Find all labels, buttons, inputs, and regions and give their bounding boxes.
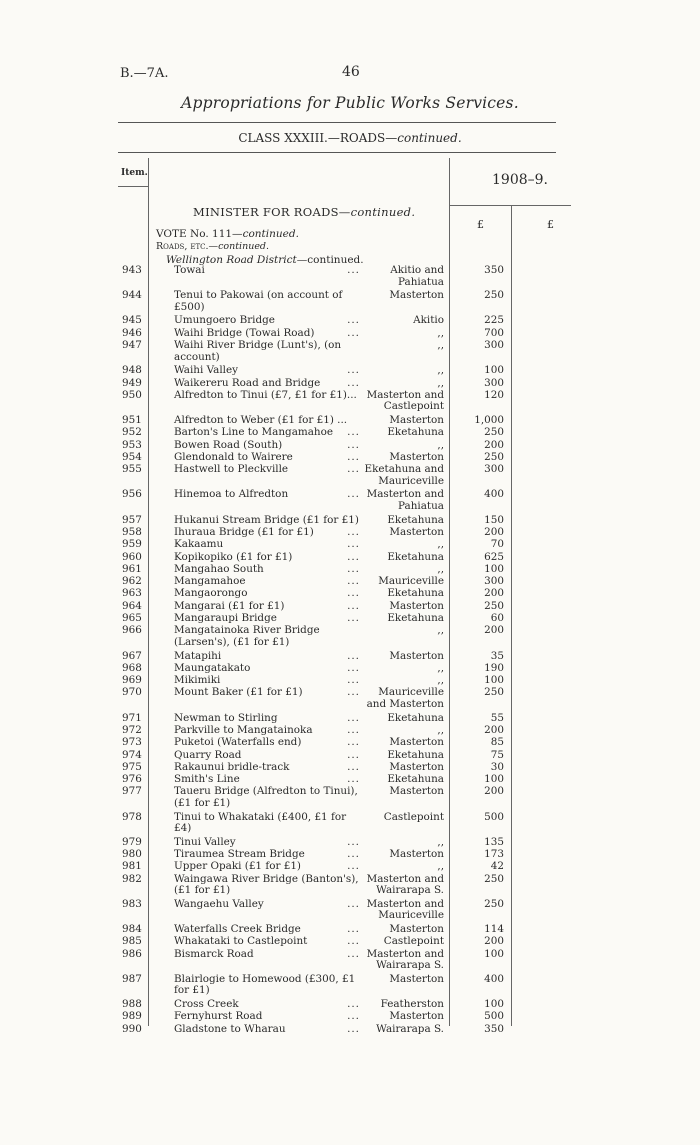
- item-number: 955: [122, 463, 142, 476]
- item-description: Waingawa River Bridge (Banton's), (£1 for £1): [174, 872, 359, 897]
- leader-dots: ...: [347, 438, 360, 451]
- amount: 250: [484, 897, 504, 910]
- electoral-district: Eketahuna: [387, 513, 444, 526]
- vote-heading-continued: continued.: [242, 228, 299, 240]
- page-title: Appropriations for Public Works Services.: [181, 94, 519, 112]
- leader-dots: ...: [347, 723, 360, 736]
- amount: 625: [484, 550, 504, 563]
- item-number: 943: [122, 264, 142, 276]
- item-description: Alfredton to Tinui (£7, £1 for £1)...: [174, 388, 357, 401]
- item-description: Mangamahoe: [174, 576, 246, 588]
- item-description: Hastwell to Pleckville: [174, 464, 289, 476]
- amount: 100: [484, 773, 504, 786]
- electoral-district: Eketahuna: [387, 748, 444, 761]
- item-number: 960: [122, 550, 142, 563]
- leader-dots: ...: [347, 998, 360, 1011]
- item-number: 977: [122, 785, 142, 798]
- electoral-district: Masterton: [389, 414, 444, 426]
- item-description: Waihi Bridge (Towai Road): [174, 327, 315, 339]
- amount: 250: [484, 686, 504, 699]
- item-description: Mount Baker (£1 for £1): [174, 687, 303, 699]
- amount: 200: [484, 723, 504, 736]
- amount: 500: [484, 1010, 504, 1023]
- item-description: Mangatainoka River Bridge (Larsen's), (£1 for £1): [174, 624, 320, 648]
- electoral-district: Mauriceville: [378, 575, 444, 588]
- electoral-district: Wairarapa S.: [376, 1022, 444, 1035]
- item-number: 958: [122, 525, 142, 538]
- item-number: 968: [122, 661, 142, 674]
- item-number: 961: [122, 562, 142, 575]
- electoral-district: Masterton: [389, 972, 444, 985]
- electoral-district: Masterton: [389, 289, 444, 302]
- item-number: 980: [122, 848, 142, 861]
- electoral-district: Eketahuna: [387, 550, 444, 563]
- minister-heading: [193, 205, 415, 219]
- amount: 350: [484, 264, 504, 276]
- amount: 300: [484, 339, 504, 351]
- item-description: Ihuraua Bridge (£1 for £1): [174, 526, 314, 538]
- amount: 200: [484, 624, 504, 637]
- item-description: Alfredton to Weber (£1 for £1) ...: [174, 414, 348, 426]
- electoral-district: Masterton: [389, 525, 444, 538]
- item-description: Tiraumea Stream Bridge: [174, 849, 305, 861]
- amount: 225: [484, 314, 504, 327]
- leader-dots: ...: [347, 736, 360, 749]
- item-number: 957: [122, 513, 142, 526]
- amount: 75: [490, 748, 504, 761]
- leader-dots: ...: [347, 525, 360, 538]
- electoral-district: Masterton: [389, 649, 444, 662]
- leader-dots: ...: [347, 773, 360, 786]
- item-description: Waihi River Bridge (Lunt's), (on account): [174, 339, 342, 363]
- item-description: Blairlogie to Homewood (£300, £1 for £1): [174, 972, 356, 997]
- item-description: Quarry Road: [174, 749, 242, 761]
- title-rule: [118, 122, 556, 123]
- leader-dots: ...: [347, 947, 360, 960]
- electoral-district: Masterton: [389, 736, 444, 749]
- item-description: Maungatakato: [174, 662, 251, 674]
- amount: 200: [484, 935, 504, 948]
- amount: 200: [484, 587, 504, 600]
- item-description: Tinui to Whakataki (£400, £1 for £4): [174, 810, 347, 835]
- item-number: 954: [122, 450, 142, 463]
- electoral-district: ,,: [437, 624, 444, 637]
- item-number: 946: [122, 326, 142, 339]
- electoral-district: Masterton and Wairarapa S.: [366, 872, 444, 897]
- leader-dots: ...: [347, 1022, 360, 1035]
- leader-dots: ...: [347, 426, 360, 439]
- electoral-district: ,,: [437, 339, 444, 351]
- vote-heading: [156, 228, 299, 240]
- leader-dots: ...: [347, 562, 360, 575]
- item-number: 969: [122, 674, 142, 687]
- amount: 70: [490, 538, 504, 551]
- amount: 42: [490, 860, 504, 873]
- electoral-district: Akitio and Pahiatua: [390, 264, 444, 288]
- leader-dots: ...: [347, 748, 360, 761]
- amount: 200: [484, 438, 504, 451]
- item-description: Mangarai (£1 for £1): [174, 600, 285, 612]
- amount: 1,000: [474, 414, 504, 426]
- item-description: Whakataki to Castlepoint: [174, 936, 308, 948]
- amount: 200: [484, 785, 504, 798]
- item-number: 951: [122, 414, 142, 426]
- leader-dots: ...: [347, 326, 360, 339]
- electoral-district: Eketahuna: [387, 773, 444, 786]
- leader-dots: ...: [347, 264, 360, 276]
- electoral-district: ,,: [437, 438, 444, 451]
- item-number: 952: [122, 426, 142, 439]
- leader-dots: ...: [347, 835, 360, 848]
- item-number: 947: [122, 339, 142, 351]
- item-number: 982: [122, 872, 142, 885]
- item-number: 987: [122, 972, 142, 985]
- amount: 60: [490, 612, 504, 624]
- amount: 100: [484, 998, 504, 1011]
- item-description: Towai: [174, 265, 205, 276]
- item-number: 973: [122, 736, 142, 749]
- item-number: 970: [122, 686, 142, 699]
- electoral-district: Eketahuna: [387, 587, 444, 600]
- leader-dots: ...: [347, 661, 360, 674]
- item-description: Mangahao South: [174, 563, 264, 575]
- class-heading-main: CLASS XXXIII.—ROADS—: [238, 131, 398, 145]
- year-header-rule: [449, 205, 571, 206]
- leader-dots: ...: [347, 711, 360, 724]
- item-number: 967: [122, 649, 142, 662]
- amount-column-divider: [511, 205, 512, 1026]
- electoral-district: Eketahuna and Mauriceville: [364, 463, 444, 487]
- item-description: Taueru Bridge (Alfredton to Tinui), (£1 for £1): [174, 785, 358, 809]
- item-description: Bowen Road (South): [174, 439, 283, 451]
- electoral-district: ,,: [437, 723, 444, 736]
- item-number: 950: [122, 388, 142, 401]
- leader-dots: ...: [347, 376, 360, 389]
- amount: 35: [490, 649, 504, 662]
- electoral-district: ,,: [437, 674, 444, 687]
- item-number: 948: [122, 364, 142, 377]
- amount: 114: [484, 923, 504, 936]
- item-number: 990: [122, 1022, 142, 1035]
- amount: 300: [484, 575, 504, 588]
- electoral-district: ,,: [437, 538, 444, 551]
- class-heading-continued: continued.: [397, 131, 462, 145]
- item-description: Matapihi: [174, 650, 222, 662]
- electoral-district: Masterton: [389, 848, 444, 861]
- amount: 350: [484, 1022, 504, 1035]
- item-description: Wangaehu Valley: [174, 898, 264, 910]
- item-description: Hukanui Stream Bridge (£1 for £1): [174, 513, 359, 526]
- pound-sign-left: £: [477, 218, 484, 231]
- amount: 55: [490, 711, 504, 724]
- amount: 250: [484, 426, 504, 439]
- leader-dots: ...: [347, 686, 360, 699]
- leader-dots: ...: [347, 450, 360, 463]
- item-description: Kopikopiko (£1 for £1): [174, 551, 293, 563]
- amount: 173: [484, 848, 504, 861]
- amount: 250: [484, 289, 504, 302]
- electoral-district: ,,: [437, 326, 444, 339]
- electoral-district: Masterton: [389, 1010, 444, 1023]
- electoral-district: ,,: [437, 835, 444, 848]
- electoral-district: Masterton: [389, 450, 444, 463]
- amount: 250: [484, 450, 504, 463]
- item-description: Bismarck Road: [174, 948, 254, 960]
- item-number: 945: [122, 314, 142, 327]
- amount: 150: [484, 513, 504, 526]
- minister-heading-main: MINISTER FOR ROADS—: [193, 205, 351, 219]
- class-heading: [0, 131, 700, 145]
- leader-dots: ...: [347, 488, 360, 501]
- item-number: 971: [122, 711, 142, 724]
- amount: 300: [484, 376, 504, 389]
- leader-dots: ...: [347, 848, 360, 861]
- leader-dots: ...: [347, 612, 360, 624]
- leader-dots: ...: [347, 649, 360, 662]
- item-column-header: Item.: [121, 168, 148, 178]
- leader-dots: ...: [347, 314, 360, 327]
- amount: 100: [484, 947, 504, 960]
- item-header-rule: [118, 186, 148, 187]
- item-description: Barton's Line to Mangamahoe: [174, 427, 334, 439]
- page-number: 46: [342, 64, 360, 80]
- item-description: Waikereru Road and Bridge: [174, 377, 321, 389]
- item-number: 953: [122, 438, 142, 451]
- item-number: 949: [122, 376, 142, 389]
- electoral-district: ,,: [437, 376, 444, 389]
- leader-dots: ...: [347, 935, 360, 948]
- amount: 85: [490, 736, 504, 749]
- item-description: Upper Opaki (£1 for £1): [174, 861, 301, 873]
- item-description: Waihi Valley: [174, 365, 239, 377]
- leader-dots: ...: [347, 897, 360, 910]
- electoral-district: ,,: [437, 364, 444, 377]
- item-description: Tenui to Pakowai (on account of £500): [174, 289, 343, 313]
- leader-dots: ...: [347, 575, 360, 588]
- leader-dots: ...: [347, 599, 360, 612]
- document-code: B.—7A.: [120, 66, 169, 81]
- leader-dots: ...: [347, 587, 360, 600]
- item-number: 966: [122, 624, 142, 637]
- leader-dots: ...: [347, 463, 360, 476]
- class-rule: [118, 152, 556, 153]
- electoral-district: ,,: [437, 562, 444, 575]
- district-heading-main: Wellington Road District—: [166, 254, 308, 266]
- leader-dots: ...: [347, 1010, 360, 1023]
- amount: 30: [490, 760, 504, 773]
- item-number: 979: [122, 835, 142, 848]
- amount: 100: [484, 364, 504, 377]
- electoral-district: Mauriceville and Masterton: [366, 686, 444, 710]
- item-description: Mikimiki: [174, 675, 221, 687]
- item-number: 978: [122, 810, 142, 823]
- leader-dots: ...: [347, 364, 360, 377]
- electoral-district: Castlepoint: [383, 810, 444, 823]
- leader-dots: ...: [347, 760, 360, 773]
- item-description: Waterfalls Creek Bridge: [174, 924, 301, 936]
- item-number: 972: [122, 723, 142, 736]
- minister-heading-continued: continued.: [350, 205, 416, 219]
- item-number: 981: [122, 860, 142, 873]
- electoral-district: Eketahuna: [387, 426, 444, 439]
- item-description: Umungoero Bridge: [174, 315, 275, 327]
- amount: 300: [484, 463, 504, 476]
- item-number: 986: [122, 947, 142, 960]
- electoral-district: ,,: [437, 860, 444, 873]
- item-number: 985: [122, 935, 142, 948]
- roads-heading: [156, 241, 269, 252]
- item-description: Mangaraupi Bridge: [174, 613, 277, 624]
- leader-dots: ...: [347, 550, 360, 563]
- item-description: Fernyhurst Road: [174, 1011, 263, 1023]
- item-description: Glendonald to Wairere: [174, 451, 293, 463]
- leader-dots: ...: [347, 674, 360, 687]
- item-number: 965: [122, 612, 142, 624]
- electoral-district: Masterton and Castlepoint: [366, 388, 444, 413]
- electoral-district: Eketahuna: [387, 711, 444, 724]
- amount: 200: [484, 525, 504, 538]
- item-number: 964: [122, 599, 142, 612]
- vote-heading-main: VOTE No. 111—: [156, 228, 243, 240]
- pound-sign-right: £: [547, 218, 554, 231]
- item-number: 984: [122, 923, 142, 936]
- leader-dots: ...: [347, 538, 360, 551]
- electoral-district: Featherston: [380, 998, 444, 1011]
- roads-heading-continued: continued.: [218, 241, 270, 252]
- item-description: Rakaunui bridle-track: [174, 761, 290, 773]
- item-number: 944: [122, 289, 142, 302]
- year-column-header: 1908–9.: [492, 172, 548, 188]
- item-number: 974: [122, 748, 142, 761]
- electoral-district: Masterton: [389, 785, 444, 798]
- item-description: Tinui Valley: [174, 836, 236, 848]
- item-description: Cross Creek: [174, 999, 239, 1011]
- item-number: 975: [122, 760, 142, 773]
- district-column-divider: [449, 158, 450, 1026]
- roads-heading-main: Roads, etc.—: [156, 241, 219, 252]
- amount: 700: [484, 326, 504, 339]
- amount: 120: [484, 388, 504, 401]
- amount: 100: [484, 562, 504, 575]
- amount: 400: [484, 972, 504, 985]
- item-description: Gladstone to Wharau: [174, 1023, 286, 1035]
- amount: 500: [484, 810, 504, 823]
- amount: 250: [484, 599, 504, 612]
- leader-dots: ...: [347, 923, 360, 936]
- item-description: Parkville to Mangatainoka: [174, 724, 313, 736]
- item-number: 976: [122, 773, 142, 786]
- electoral-district: Masterton and Mauriceville: [366, 897, 444, 922]
- item-description: Puketoi (Waterfalls end): [174, 737, 302, 749]
- item-description: Newman to Stirling: [174, 712, 278, 724]
- electoral-district: Akitio: [413, 314, 444, 327]
- item-number: 963: [122, 587, 142, 600]
- item-description: Kakaamu: [174, 539, 224, 551]
- electoral-district: Masterton: [389, 599, 444, 612]
- item-number: 988: [122, 998, 142, 1011]
- amount: 100: [484, 674, 504, 687]
- electoral-district: Masterton: [389, 760, 444, 773]
- item-number: 962: [122, 575, 142, 588]
- electoral-district: Masterton and Pahiatua: [366, 488, 444, 512]
- item-number: 989: [122, 1010, 142, 1023]
- electoral-district: ,,: [437, 661, 444, 674]
- item-description: Hinemoa to Alfredton: [174, 489, 289, 501]
- item-number: 956: [122, 488, 142, 501]
- electoral-district: Masterton: [389, 923, 444, 936]
- electoral-district: Eketahuna: [387, 612, 444, 624]
- item-description: Smith's Line: [174, 774, 240, 786]
- amount: 400: [484, 488, 504, 501]
- leader-dots: ...: [347, 860, 360, 873]
- amount: 250: [484, 872, 504, 885]
- amount: 190: [484, 661, 504, 674]
- electoral-district: Masterton and Wairarapa S.: [366, 947, 444, 972]
- district-heading-continued: continued.: [307, 254, 364, 266]
- amount: 135: [484, 835, 504, 848]
- item-number: 959: [122, 538, 142, 551]
- item-description: Mangaorongo: [174, 588, 248, 600]
- electoral-district: Castlepoint: [383, 935, 444, 948]
- item-number: 983: [122, 897, 142, 910]
